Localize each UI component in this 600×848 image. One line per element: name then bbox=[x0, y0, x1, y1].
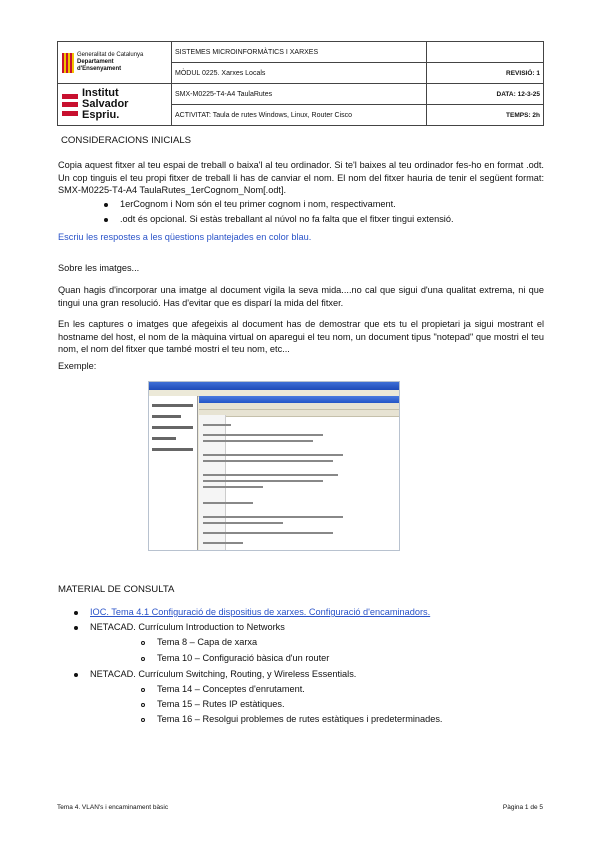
list-item bbox=[104, 198, 396, 210]
example-label: Exemple: bbox=[58, 361, 97, 371]
list-item bbox=[141, 636, 257, 648]
paragraph: En les captures o imatges que afegeixis al document has de demostrar que ets tu el propietari ja sigui mostrant el hostname del host, el nom de la màquina virtual on aparegui el teu nom, un document tipus "notepad" que mostri el teu nom, el nom del fitxer que també mostri el teu nom, etc... bbox=[58, 319, 544, 354]
list-item-text: Tema 14 – Conceptes d'enrutament. bbox=[157, 684, 305, 694]
list-item-text: NETACAD. Currículum Introduction to Networks bbox=[90, 622, 285, 632]
institut-logo-icon bbox=[62, 94, 78, 116]
bullet-icon bbox=[104, 203, 108, 207]
header-revision: REVISIÓ: 1 bbox=[427, 63, 544, 84]
list-item bbox=[104, 213, 454, 225]
header-module: MÒDUL 0225. Xarxes Locals bbox=[172, 63, 427, 84]
logo-text: Institut bbox=[82, 87, 119, 99]
list-item-text: Tema 10 – Configuració bàsica d'un router bbox=[157, 653, 330, 663]
logo-text: Espriu. bbox=[82, 109, 120, 121]
circle-bullet-icon bbox=[141, 641, 145, 645]
header-time: TEMPS: 2h bbox=[427, 105, 544, 126]
generalitat-flag-icon bbox=[62, 53, 74, 73]
list-item bbox=[74, 668, 356, 680]
list-item bbox=[141, 652, 329, 664]
ioc-link[interactable]: IOC. Tema 4.1 Configuració de dispositius de xarxes. Configuració d'encaminadors. bbox=[90, 607, 431, 617]
circle-bullet-icon bbox=[141, 657, 145, 661]
logo-text: Generalitat de Catalunya bbox=[77, 52, 144, 58]
logo-text: d'Ensenyament bbox=[77, 66, 122, 72]
page-number: Pàgina 1 de 5 bbox=[502, 804, 543, 811]
header-course: SISTEMES MICROINFORMÀTICS I XARXES bbox=[172, 42, 427, 63]
blue-note: Escriu les respostes a les qüestions plantejades en color blau. bbox=[58, 232, 312, 242]
circle-bullet-icon bbox=[141, 703, 145, 707]
bullet-icon bbox=[74, 673, 78, 677]
section-heading: Sobre les imatges... bbox=[58, 263, 140, 273]
bullet-icon bbox=[104, 218, 108, 222]
list-item bbox=[141, 683, 305, 695]
list-item bbox=[141, 698, 285, 710]
list-item bbox=[74, 621, 285, 633]
list-item-text: Tema 15 – Rutes IP estàtiques. bbox=[157, 699, 285, 709]
circle-bullet-icon bbox=[141, 718, 145, 722]
list-item-text: Tema 8 – Capa de xarxa bbox=[157, 637, 258, 647]
header-date: DATA: 12-3-25 bbox=[427, 84, 544, 105]
section-heading: CONSIDERACIONS INICIALS bbox=[61, 135, 192, 146]
header-code: SMX-M0225-T4-A4 TaulaRutes bbox=[172, 84, 427, 105]
document-header bbox=[57, 41, 544, 126]
list-item-text: Tema 16 – Resolgui problemes de rutes estàtiques i predeterminades. bbox=[157, 714, 443, 724]
paragraph: Quan hagis d'incorporar una imatge al document vigila la seva mida....no cal que sigui d'una qualitat extrema, ni que tingui una gran resolució. Has d'evitar que es disparí la mida del fitxer. bbox=[58, 285, 544, 308]
footer-left: Tema 4. VLAN's i encaminament bàsic bbox=[57, 804, 169, 811]
header-right-1 bbox=[427, 42, 544, 63]
example-screenshot bbox=[148, 381, 400, 551]
header-activity: ACTIVITAT: Taula de rutes Windows, Linux, Router Cisco bbox=[172, 105, 427, 126]
logo-text: Departament bbox=[77, 59, 114, 65]
paragraph: Copia aquest fitxer al teu espai de treball o baixa'l al teu ordinador. Si te'l baixes al teu ordinador fes-ho en format .odt. Un cop tinguis el teu propi fitxer de treball li has de canviar el nom. El nom del fitxer hauria de tenir el següent format: SMX-M0225-T4-A4 TaulaRutes_1erCognom_Nom[.odt]. bbox=[58, 160, 544, 195]
logo-text: Salvador bbox=[82, 98, 129, 110]
generalitat-logo bbox=[58, 42, 172, 84]
section-heading: MATERIAL DE CONSULTA bbox=[58, 584, 175, 595]
list-item-text: .odt és opcional. Si estàs treballant al núvol no fa falta que el fitxer tingui extensió. bbox=[120, 214, 454, 224]
institut-logo bbox=[58, 84, 172, 126]
list-item-text: NETACAD. Currículum Switching, Routing, y Wireless Essentials. bbox=[90, 669, 357, 679]
bullet-icon bbox=[74, 611, 78, 615]
circle-bullet-icon bbox=[141, 688, 145, 692]
bullet-icon bbox=[74, 626, 78, 630]
list-item bbox=[141, 713, 442, 725]
list-item-text: 1erCognom i Nom són el teu primer cognom i nom, respectivament. bbox=[120, 199, 396, 209]
list-item bbox=[74, 606, 430, 618]
